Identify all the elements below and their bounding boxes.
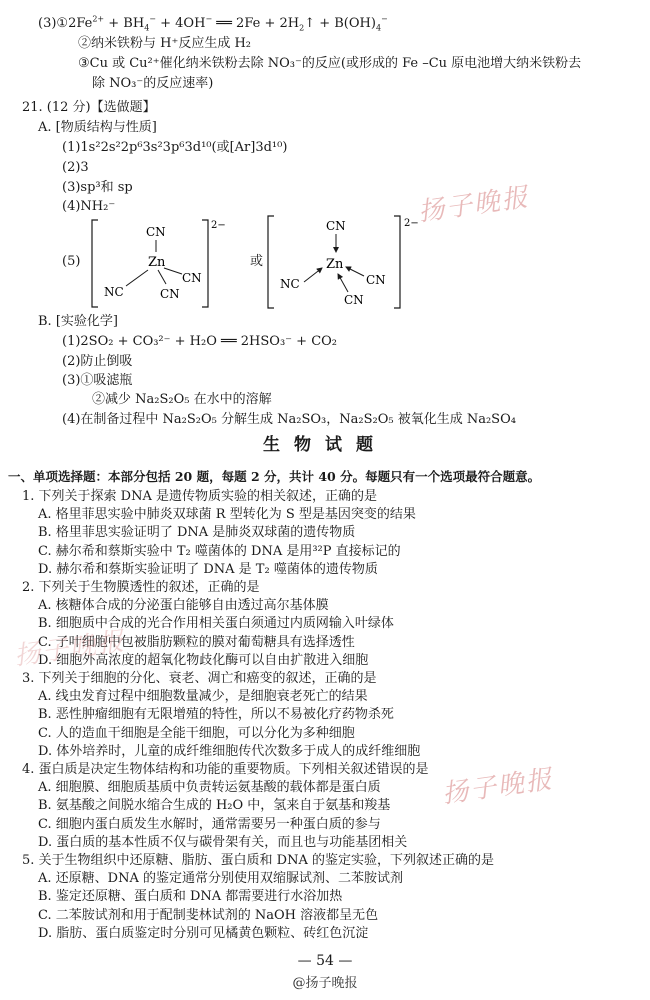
question-option: A. 细胞膜、细胞质基质中负责转运氨基酸的载体都是蛋白质 [38, 780, 381, 796]
biology-section1: 一、单项选择题：本部分包括 20 题，每题 2 分，共计 40 分。每题只有一个选项最符合题意。 [8, 469, 541, 484]
question-option: A. 还原糖、DNA 的鉴定通常分别使用双缩脲试剂、二苯胺试剂 [38, 871, 403, 887]
question-option: C. 人的造血干细胞是全能干细胞，可以分化为多种细胞 [38, 725, 355, 741]
chem-q21-b4: (4)在制备过程中 Na₂S₂O₅ 分解生成 Na₂SO₃，Na₂S₂O₅ 被氧化生成 Na₂SO₄ [62, 412, 516, 427]
chem-q21-a2: (2)3 [62, 160, 89, 175]
question-option: D. 赫尔希和蔡斯实验证明了 DNA 是 T₂ 噬菌体的遗传物质 [38, 561, 378, 577]
chem-q21-b3b: ②减少 Na₂S₂O₅ 在水中的溶解 [92, 392, 272, 407]
question-option: B. 格里菲思实验证明了 DNA 是肺炎双球菌的遗传物质 [38, 525, 356, 541]
chem-q21-partB: B. [实验化学] [38, 314, 118, 329]
chem-q3-line1: $(3)①2Fe^{2+} + BH_4^- + 4OH^-$ ══ $2Fe + 2H_2↑ + B(OH)_4^-$ [38, 14, 388, 33]
question-option: A. 线虫发育过程中细胞数量减少，是细胞衰老死亡的结果 [38, 689, 368, 705]
zn-complex-structure-2 [266, 212, 426, 312]
watermark-1: 扬子晚报 [416, 182, 532, 228]
question-option: C. 细胞内蛋白质发生水解时，通常需要另一种蛋白质的参与 [38, 816, 381, 832]
page-number: — 54 — [297, 953, 353, 969]
charge-label: 2− [211, 220, 226, 231]
ligand-bottom: CN [160, 287, 180, 301]
question-option: B. 氨基酸之间脱水缩合生成的 H₂O 中，氢来自于氨基和羧基 [38, 798, 391, 814]
chem-q21-a1: (1)1s²2s²2p⁶3s²3p⁶3d¹⁰(或[Ar]3d¹⁰) [62, 140, 288, 155]
chem-q21-b1: (1)2SO₂ + CO₃²⁻ + H₂O ══ 2HSO₃⁻ + CO₂ [62, 334, 338, 349]
chem-q3-line4: 除 NO₃⁻的反应速率) [92, 76, 214, 91]
question-stem: 3. 下列关于细胞的分化、衰老、凋亡和癌变的叙述，正确的是 [22, 671, 377, 686]
question-option: D. 细胞外高浓度的超氧化物歧化酶可以自由扩散进入细胞 [38, 652, 369, 668]
question-option: A. 核糖体合成的分泌蛋白能够自由透过高尔基体膜 [38, 598, 329, 614]
charge-label-2: 2− [404, 218, 419, 229]
question-stem: 1. 下列关于探索 DNA 是遗传物质实验的相关叙述，正确的是 [22, 489, 377, 504]
chem-q21-a4: (4)NH₂⁻ [62, 199, 116, 214]
watermark-3: 扬子晚报 [440, 764, 556, 810]
chem-q21-b2: (2)防止倒吸 [62, 354, 133, 369]
ligand-left-2: NC [280, 277, 300, 291]
question-stem: 4. 蛋白质是决定生物体结构和功能的重要物质。下列相关叙述错误的是 [22, 762, 429, 777]
chem-q21-a3: (3)sp³和 sp [62, 180, 133, 195]
watermark-2: 扬子晚报 [12, 626, 128, 672]
chem-q21-b3a: (3)①吸滤瓶 [62, 373, 133, 388]
chem-q21-header: 21. (12 分)【选做题】 [22, 100, 156, 115]
chem-q3-line3: ③Cu 或 Cu²⁺催化纳米铁粉去除 NO₃⁻的反应(或形成的 Fe –Cu 原电池增大纳米铁粉去 [78, 56, 582, 71]
question-option: D. 蛋白质的基本性质不仅与碳骨架有关，而且也与功能基团相关 [38, 834, 408, 850]
question-option: C. 赫尔希和蔡斯实验中 T₂ 噬菌体的 DNA 是用³²P 直接标记的 [38, 543, 401, 559]
chem-q21-partA: A. [物质结构与性质] [38, 120, 157, 135]
question-option: B. 恶性肿瘤细胞有无限增殖的特性，所以不易被化疗药物杀死 [38, 707, 394, 723]
chem-q21-a5-label: (5) [62, 254, 81, 269]
ligand-top-2: CN [326, 219, 346, 233]
question-option: C. 二苯胺试剂和用于配制斐林试剂的 NaOH 溶液都呈无色 [38, 907, 379, 923]
question-option: B. 细胞质中合成的光合作用相关蛋白须通过内质网输入叶绿体 [38, 616, 394, 632]
question-option: B. 鉴定还原糖、蛋白质和 DNA 都需要进行水浴加热 [38, 889, 343, 905]
ligand-right: CN [182, 271, 202, 285]
ligand-right-2: CN [366, 273, 386, 287]
zn-complex-structure-1 [90, 212, 240, 312]
question-stem: 2. 下列关于生物膜透性的叙述，正确的是 [22, 580, 260, 595]
zn-center: Zn [148, 255, 166, 270]
question-stem: 5. 关于生物组织中还原糖、脂肪、蛋白质和 DNA 的鉴定实验，下列叙述正确的是 [22, 853, 494, 868]
biology-title: 生物试题 [263, 435, 387, 455]
chem-q21-a5-or: 或 [250, 254, 264, 269]
chem-q3-line2: ②纳米铁粉与 H⁺反应生成 H₂ [78, 36, 252, 51]
question-option: D. 体外培养时，儿童的成纤维细胞传代次数多于成人的成纤维细胞 [38, 743, 421, 759]
question-option: D. 脂肪、蛋白质鉴定时分别可见橘黄色颗粒、砖红色沉淀 [38, 925, 369, 941]
ligand-left: NC [104, 285, 124, 299]
ligand-bottom-2: CN [344, 293, 364, 307]
zn-center-2: Zn [326, 257, 344, 272]
ligand-top: CN [146, 225, 166, 239]
question-option: A. 格里菲思实验中肺炎双球菌 R 型转化为 S 型是基因突变的结果 [38, 507, 416, 523]
question-option: C. 子叶细胞中包被脂肪颗粒的膜对葡萄糖具有选择透性 [38, 634, 355, 650]
footer-brand: @扬子晚报 [292, 976, 358, 991]
